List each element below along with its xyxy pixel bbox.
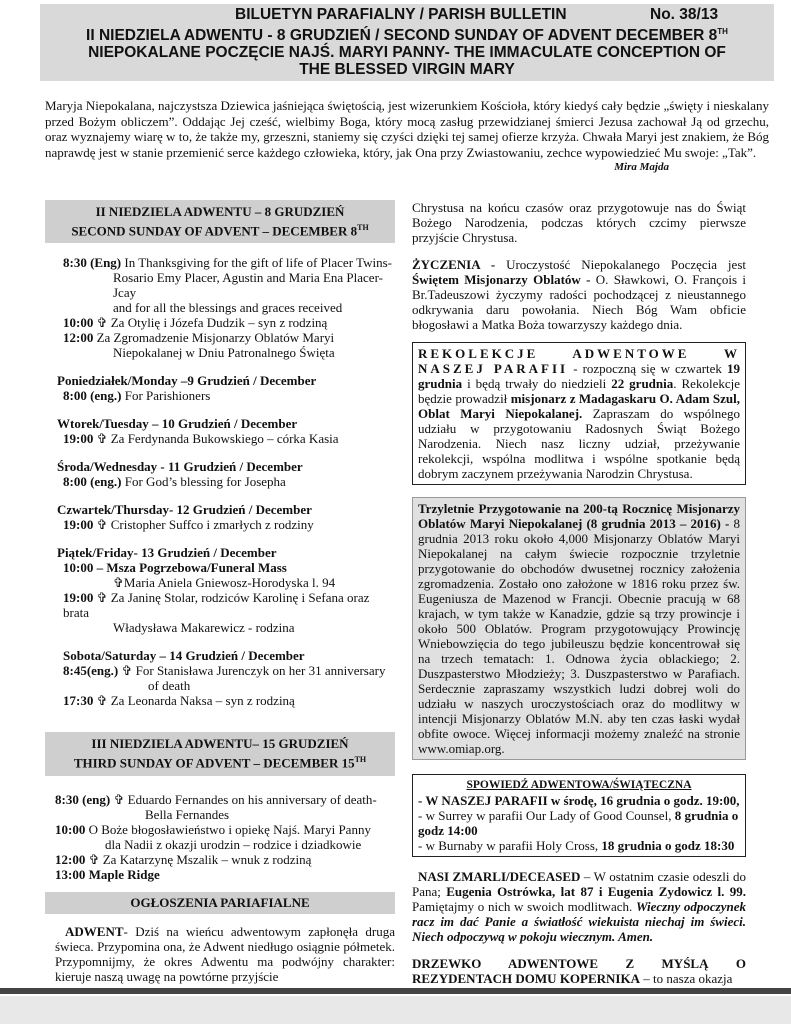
footer-strip (0, 996, 791, 1024)
intro-paragraph: Maryja Niepokalana, najczystsza Dziewica jaśniejąca świętością, jest wizerunkiem Kościoła, który kiedyś cały będzie „święty i nieskalany przed Bożym obliczem”. Oddając Jej cześć, wielbimy Boga, który mocą zasług przewidzianej śmierci Jezusa zachował Ją od grzechu, oraz wyznajemy wiarę w to, że także my, grzeszni, staniemy się czyści dzięki tej samej ofierze krzyża. Chwała Maryi jest znakiem, że Bóg naprawdę jest w stanie przemienić serce każdego człowieka, który, jak Ona przy Zwiastowaniu, zechce wypowiedzieć Mu swoje: „Tak”. Mira Majda (45, 98, 769, 176)
bulletin-title: BILUETYN PARAFIALNY / PARISH BULLETIN (235, 6, 567, 23)
mass-schedule-sunday-15: 8:30 (eng) ✞ Eduardo Fernandes on his anniversary of death- Bella Fernandes 10:00 O Boże błogosławieństwo i opiekę Najś. Maryi Panny dla Nadii z okazji urodzin – rodzice i dziadkowie 12:00 ✞ Za Katarzynę Mszalik – wnuk z rodziną 13:00 Maple Ridge (55, 791, 377, 882)
header-line-3: NIEPOKALANE POCZĘCIE NAJŚ. MARYI PANNY- THE IMMACULATE CONCEPTION OF (88, 44, 726, 62)
intro-signature: Mira Majda (614, 161, 669, 174)
bulletin-header: BILUETYN PARAFIALNY / PARISH BULLETIN No. 38/13 II NIEDZIELA ADWENTU - 8 GRUDZIEŃ / SECOND SUNDAY OF ADVENT DECEMBER 8TH NIEPOKALANE POCZĘCIE NAJŚ. MARYI PANNY- THE IMMACULATE CONCEPTION OF THE BLESSED VIRGIN MARY (40, 4, 774, 81)
section-header-sunday-8: II NIEDZIELA ADWENTU – 8 GRUDZIEŃ SECOND SUNDAY OF ADVENT – DECEMBER 8TH (45, 200, 395, 243)
right-column (412, 200, 746, 986)
wishes-paragraph: ŻYCZENIA - Uroczystość Niepokalanego Poczęcia jest Świętem Misjonarzy Oblatów - O. Sławkowi, O. François i Br.Tadeuszowi życzymy radości pochodzącej z nieustannego odkrywania daru powołania. Niech Bóg Wam obficie błogosławi a Matka Boża towarzyszy każdego dnia. (412, 257, 746, 332)
bicentennial-box: Trzyletnie Przygotowanie na 200-tą Rocznicę Misjonarzy Oblatów Maryi Niepokalanej (8 grudnia 2013 – 2016) - 8 grudnia 2013 roku około 4,000 Misjonarzy Oblatów Maryi Niepokalanej na całym świecie rozpocznie trzyletnie przygotowanie do obchodów dwusetnej rocznicy założenia zgromadzenia. Zostało ono założone w 1816 roku przez św. Eugeniusza de Mazenod w Francji. Obecnie pracują w 68 krajach, w tym także w Kanadzie, gdzie są trzy prowincje i około 500 Oblatów. Program przygotowujący Prowincję Wniebowzięcia do tego jubileuszu będzie koncentrował się na trzech tematach: 1. Odnowa życia oblackiego; 2. Duszpasterstwo Młodzieży; 3. Duszpasterstwo w Parafiach. Serdecznie zapraszamy wszystkich ludzi dobrej woli do udziału w naszych uroczystościach oraz do modlitwy w intencji Misjonarzy Oblatów M.N. aby ten czas łaski wydał obfite owoce. Więcej informacji możemy znaleźć na stronie www.omiap.org. (412, 497, 746, 760)
section-header-sunday-15: III NIEDZIELA ADWENTU– 15 GRUDZIEŃ THIRD SUNDAY OF ADVENT – DECEMBER 15TH (45, 732, 395, 775)
bulletin-number: No. 38/13 (650, 6, 719, 23)
advent-tree-paragraph: DRZEWKO ADWENTOWE Z MYŚLĄ O REZYDENTACH DOMU KOPERNIKA – to nasza okazja (412, 956, 746, 986)
confession-box: SPOWIEDŹ ADWENTOWA/ŚWIĄTECZNA - W NASZEJ PARAFII w środę, 16 grudnia o godz. 19:00, - w Surrey w parafii Our Lady of Good Counsel, 8 grudnia o godz 14:00 - w Burnaby w parafii Holy Cross, 18 grudnia o godz 18:30 (412, 774, 746, 857)
footer-bar (0, 988, 791, 994)
left-column (45, 200, 395, 984)
header-line-4: THE BLESSED VIRGIN MARY (299, 61, 515, 79)
retreat-box: REKOLEKCJE ADWENTOWE W NASZEJ PARAFII - rozpoczną się w czwartek 19 grudnia i będą trwały do niedzieli 22 grudnia. Rekolekcje będzie prowadził misjonarz z Madagaskaru O. Adam Szul, Oblat Maryi Niepokalanej. Zapraszam do wspólnego udziału w przygotowaniu Radosnych Świąt Bożego Narodzenia. Niech nasz liczny udział, przeżywanie rekolekcji, wspólna modlitwa i wspólne spotkanie będą dobrym zaczynem przeżywania Narodzin Chrystusa. (412, 342, 746, 485)
advent-paragraph: ADWENT- Dziś na wieńcu adwentowym zapłonęła druga świeca. Przypomina ona, że Adwent niedługo osiągnie półmetek. Przypomnijmy, że okres Adwentu ma podwójny charakter: kieruje naszą uwagę na powtórne przyjście (55, 923, 395, 984)
advent-continued: Chrystusa na końcu czasów oraz przygotowuje nas do Świąt Bożego Narodzenia, podczas których czcimy pierwsze przyjście Chrystusa. (412, 200, 746, 245)
mass-schedule-week: 8:30 (Eng) In Thanksgiving for the gift of life of Placer Twins- Rosario Emy Placer, Agustin and Maria Ena Placer- Jcay and for all the blessings and graces received 10:00 ✞ Za Otylię i Józefa Dudzik – syn z rodziną 12:00 Za Zgromadzenie Misjonarzy Oblatów Maryi Niepokalanej w Dniu Patronalnego Święta Poniedziałek/Monday –9 Grudzień / December 8:00 (eng.) For Parishioners Wtorek/Tuesday – 10 Grudzień / December 19:00 ✞ Za Ferdynanda Bukowskiego – córka Kasia Środa/Wednesday - 11 Grudzień / December 8:00 (eng.) For God’s blessing for Josepha Czwartek/Thursday- 12 Grudzień / December 19:00 ✞ Cristopher Suffco i zmarłych z rodziny Piątek/Friday- 13 Grudzień / December 10:00 – Msza Pogrzebowa/Funeral Mass ✞Maria Aniela Gniewosz-Horodyska l. 94 19:00 ✞ Za Janinę Stolar, rodziców Karolinę i Sefana oraz brata Władysława Makarewicz - rodzina Sobota/Saturday – 14 Grudzień / December 8:45(eng.) ✞ For Stanisława Jurenczyk on her 31 anniversary of death 17:30 ✞ Za Leonarda Naksa – syn z rodziną (57, 255, 392, 709)
section-header-announcements: OGŁOSZENIA PARIAFIALNE (45, 892, 395, 914)
deceased-paragraph: NASI ZMARLI/DECEASED – W ostatnim czasie odeszli do Pana; Eugenia Ostrówka, lat 87 i Eugenia Zydowicz l. 99. Pamiętajmy o nich w swoich modlitwach. Wieczny odpoczynek racz im dać Panie a światłość wiekuista niechaj im świeci. Niech odpoczywą w pokoju wiecznym. Amen. (412, 869, 747, 944)
header-line-2: II NIEDZIELA ADWENTU - 8 GRUDZIEŃ / SECOND SUNDAY OF ADVENT DECEMBER 8 (86, 27, 718, 45)
